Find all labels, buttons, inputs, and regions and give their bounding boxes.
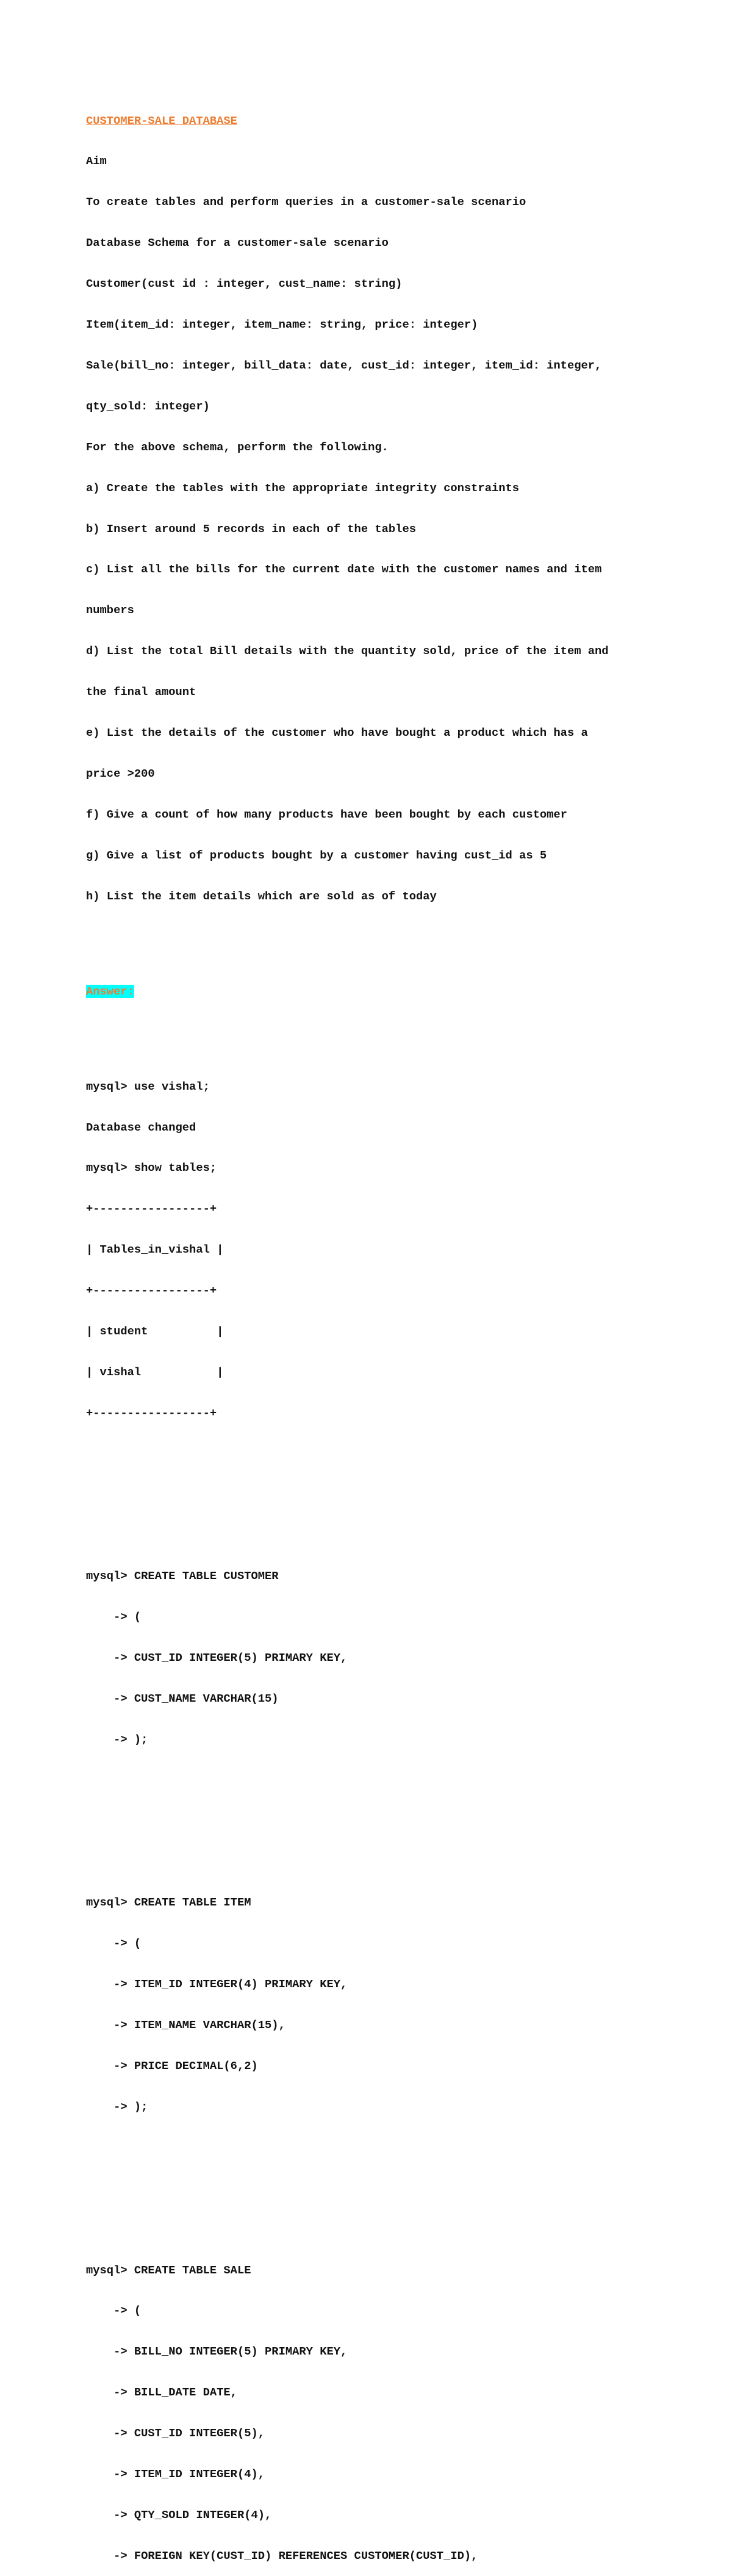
- spacer: [86, 1787, 696, 1815]
- schema-heading: Database Schema for a customer-sale scenario: [86, 236, 389, 250]
- spacer: [86, 2154, 696, 2182]
- document-title: CUSTOMER-SALE DATABASE: [86, 113, 237, 128]
- sql-line: -> CUST_ID INTEGER(5) PRIMARY KEY,: [86, 1651, 348, 1665]
- sql-line: -> BILL_DATE DATE,: [86, 2386, 237, 2400]
- terminal-line: mysql> show tables;: [86, 1161, 217, 1175]
- sql-line: -> CUST_NAME VARCHAR(15): [86, 1692, 279, 1706]
- schema-line: qty_sold: integer): [86, 399, 210, 413]
- answer-label: Answer:: [86, 984, 134, 998]
- schema-line: Item(item_id: integer, item_name: string, price: integer): [86, 318, 478, 332]
- sql-line: -> CUST_ID INTEGER(5),: [86, 2427, 265, 2441]
- sql-line: -> FOREIGN KEY(CUST_ID) REFERENCES CUSTOMER(CUST_ID),: [86, 2549, 478, 2563]
- table-row: | student |: [86, 1325, 224, 1339]
- aim-label: Aim: [86, 154, 107, 168]
- sql-line: mysql> CREATE TABLE ITEM: [86, 1896, 251, 1910]
- spacer: [86, 1025, 696, 1038]
- sql-line: -> PRICE DECIMAL(6,2): [86, 2059, 258, 2073]
- sql-line: mysql> CREATE TABLE SALE: [86, 2263, 251, 2277]
- spacer: [86, 2209, 696, 2222]
- table-border: +-----------------+: [86, 1284, 217, 1298]
- sql-line: mysql> CREATE TABLE CUSTOMER: [86, 1569, 279, 1583]
- spacer: [86, 944, 696, 957]
- spacer: [86, 1461, 696, 1488]
- task-line: d) List the total Bill details with the quantity sold, price of the item and: [86, 644, 609, 658]
- task-line: e) List the details of the customer who have bought a product which has a: [86, 725, 588, 739]
- sql-line: -> ITEM_ID INTEGER(4),: [86, 2467, 265, 2481]
- sql-line: -> QTY_SOLD INTEGER(4),: [86, 2508, 272, 2522]
- table-border: +-----------------+: [86, 1202, 217, 1216]
- task-line: g) Give a list of products bought by a customer having cust_id as 5: [86, 848, 547, 862]
- task-line: b) Insert around 5 records in each of the tables: [86, 522, 416, 536]
- document-page: [86, 87, 696, 2576]
- terminal-line: mysql> use vishal;: [86, 1079, 210, 1093]
- schema-line: Sale(bill_no: integer, bill_data: date, cust_id: integer, item_id: integer,: [86, 358, 602, 372]
- sql-line: -> ITEM_NAME VARCHAR(15),: [86, 2018, 285, 2032]
- sql-line: -> );: [86, 2099, 148, 2114]
- table-header: | Tables_in_vishal |: [86, 1243, 224, 1257]
- aim-text: To create tables and perform queries in a customer-sale scenario: [86, 195, 526, 209]
- sql-line: -> (: [86, 1937, 142, 1951]
- sql-line: -> ITEM_ID INTEGER(4) PRIMARY KEY,: [86, 1977, 348, 1991]
- sql-line: -> (: [86, 2304, 142, 2318]
- task-line: f) Give a count of how many products have been bought by each customer: [86, 807, 567, 821]
- terminal-line: Database changed: [86, 1120, 196, 1134]
- table-row: | vishal |: [86, 1365, 224, 1379]
- schema-line: Customer(cust id : integer, cust_name: string): [86, 277, 403, 291]
- sql-line: -> );: [86, 1732, 148, 1746]
- task-line: c) List all the bills for the current date with the customer names and item: [86, 563, 602, 577]
- table-border: +-----------------+: [86, 1406, 217, 1420]
- sql-line: -> BILL_NO INTEGER(5) PRIMARY KEY,: [86, 2345, 348, 2359]
- task-line: h) List the item details which are sold as of today: [86, 889, 437, 903]
- instruction-text: For the above schema, perform the following.: [86, 440, 389, 454]
- task-line: a) Create the tables with the appropriate integrity constraints: [86, 481, 520, 495]
- spacer: [86, 1515, 696, 1528]
- task-line: numbers: [86, 603, 134, 617]
- sql-line: -> (: [86, 1610, 142, 1624]
- task-line: price >200: [86, 766, 155, 780]
- task-line: the final amount: [86, 685, 196, 699]
- spacer: [86, 1841, 696, 1855]
